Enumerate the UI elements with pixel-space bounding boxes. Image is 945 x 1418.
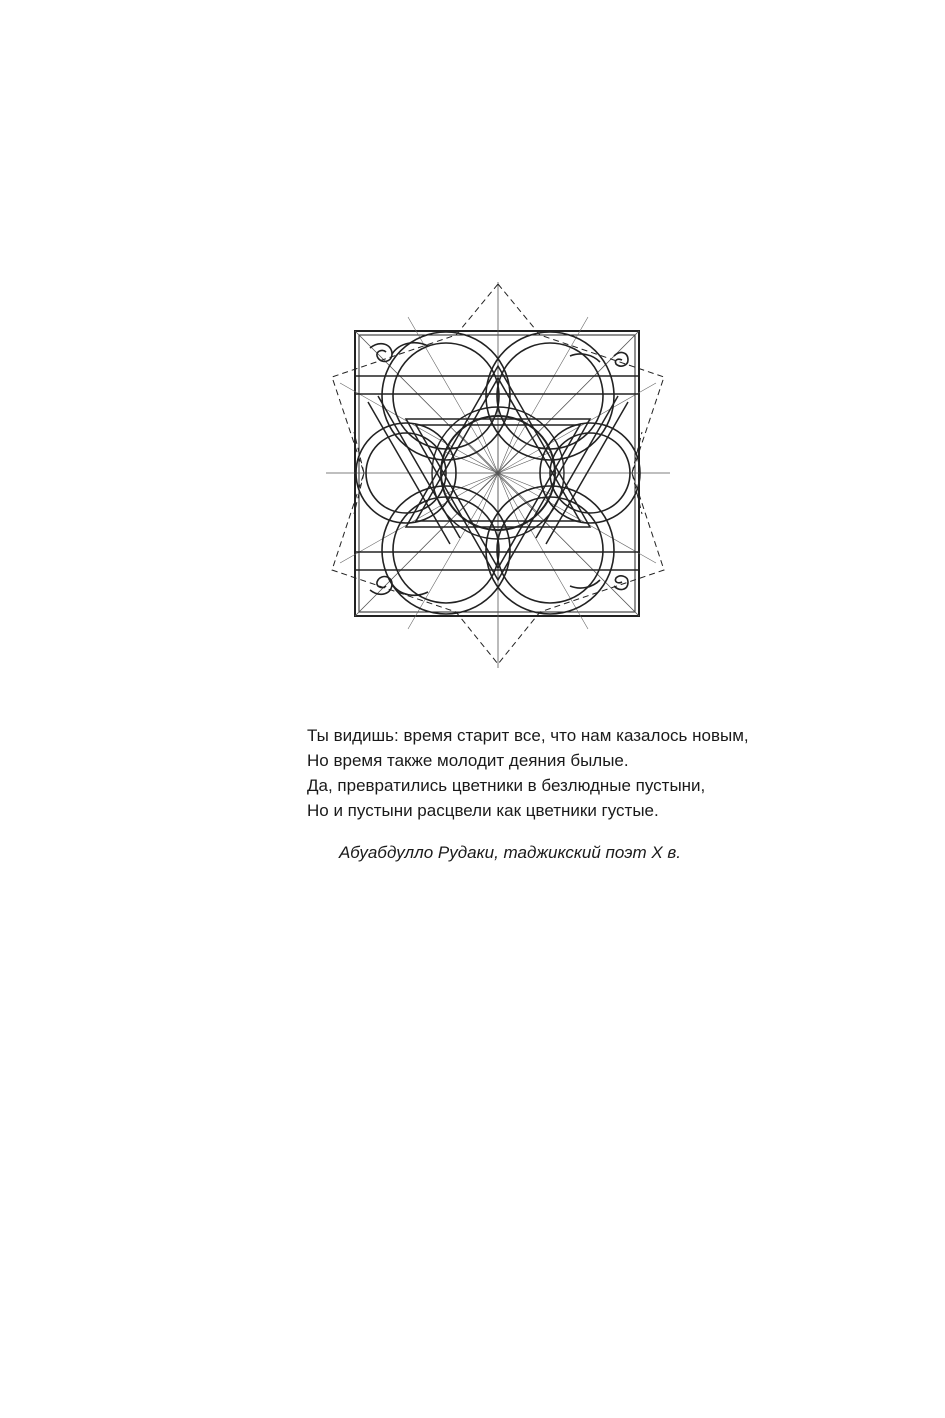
poem-line: Но время также молодит деяния былые.: [307, 751, 629, 770]
poem-line: Да, превратились цветники в безлюдные пустыни,: [307, 776, 706, 795]
poem-line: Но и пустыни расцвели как цветники густые.: [307, 801, 659, 820]
poem-attribution: Абуабдулло Рудаки, таджикский поэт X в.: [339, 843, 682, 862]
poem-line: Ты видишь: время старит все, что нам казалось новым,: [307, 726, 749, 745]
poem: [307, 723, 787, 823]
geometric-knot-ornament-icon: [318, 272, 678, 672]
